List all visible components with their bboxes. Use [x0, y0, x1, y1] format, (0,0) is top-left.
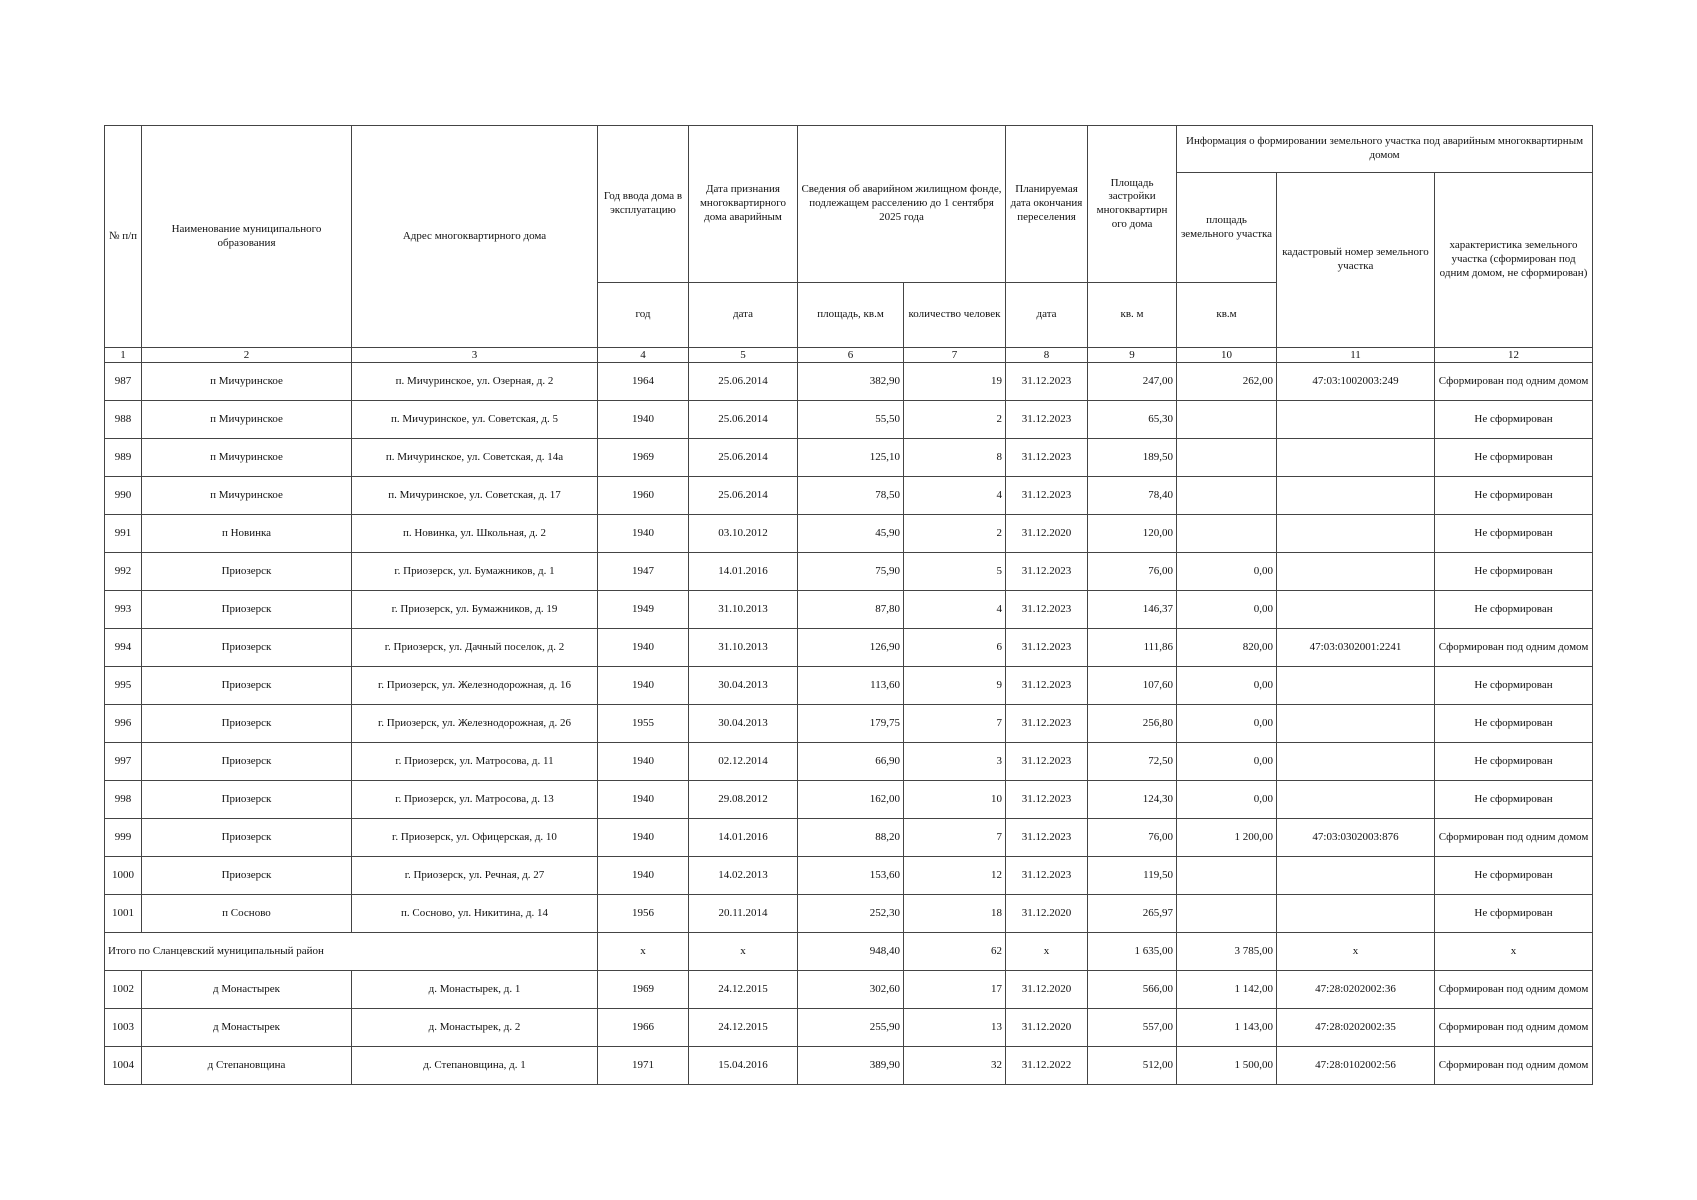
- cell-municipality: Приозерск: [142, 591, 352, 629]
- cell-date: 20.11.2014: [689, 895, 798, 933]
- cell-cadastral: [1277, 781, 1435, 819]
- cell-land-char: Не сформирован: [1435, 781, 1593, 819]
- cell-plan-date: 31.12.2023: [1006, 591, 1088, 629]
- cell-plan-date: 31.12.2023: [1006, 439, 1088, 477]
- cell-built-area: 78,40: [1088, 477, 1177, 515]
- cell-land-char: Сформирован под одним домом: [1435, 1047, 1593, 1085]
- cell-cadastral: [1277, 515, 1435, 553]
- cell-land-char: Не сформирован: [1435, 667, 1593, 705]
- cell-year: 1940: [598, 781, 689, 819]
- cell-address: д. Монастырек, д. 2: [352, 1009, 598, 1047]
- cell-year: 1960: [598, 477, 689, 515]
- cell-land-char: Не сформирован: [1435, 553, 1593, 591]
- unit-people: количество человек: [904, 283, 1006, 348]
- header-num: № п/п: [105, 126, 142, 348]
- cell-num: 1003: [105, 1009, 142, 1047]
- cell-date: 31.10.2013: [689, 629, 798, 667]
- table-row: [105, 439, 1593, 477]
- cell-land-area: 0,00: [1177, 667, 1277, 705]
- cell-address: п. Новинка, ул. Школьная, д. 2: [352, 515, 598, 553]
- unit-year: год: [598, 283, 689, 348]
- cell-people: 12: [904, 857, 1006, 895]
- cell-plan-date: 31.12.2022: [1006, 1047, 1088, 1085]
- cell-area: 66,90: [798, 743, 904, 781]
- cell-area: 88,20: [798, 819, 904, 857]
- cell-people: 18: [904, 895, 1006, 933]
- cell-plan-date: 31.12.2023: [1006, 553, 1088, 591]
- table-row: [105, 857, 1593, 895]
- cell-people: 17: [904, 971, 1006, 1009]
- table-row: [105, 781, 1593, 819]
- column-number: 9: [1088, 348, 1177, 363]
- cell-built-area: 119,50: [1088, 857, 1177, 895]
- table-row: [105, 553, 1593, 591]
- column-number: 6: [798, 348, 904, 363]
- cell-date: 03.10.2012: [689, 515, 798, 553]
- cell-built-area: 512,00: [1088, 1047, 1177, 1085]
- header-built-area: Площадь застройки многоквартирн ого дома: [1088, 126, 1177, 283]
- cell-area: 87,80: [798, 591, 904, 629]
- cell-land-char: Не сформирован: [1435, 439, 1593, 477]
- cell-address: г. Приозерск, ул. Речная, д. 27: [352, 857, 598, 895]
- cell-land-area: [1177, 857, 1277, 895]
- cell-address: г. Приозерск, ул. Бумажников, д. 1: [352, 553, 598, 591]
- cell-num: 988: [105, 401, 142, 439]
- cell-people: 4: [904, 591, 1006, 629]
- cell-people: 4: [904, 477, 1006, 515]
- header-address: Адрес многоквартирного дома: [352, 126, 598, 348]
- header-row-top: [105, 126, 1593, 173]
- cell-built-area: 76,00: [1088, 819, 1177, 857]
- column-number: 12: [1435, 348, 1593, 363]
- cell-year: 1969: [598, 439, 689, 477]
- cell-municipality: п Мичуринское: [142, 363, 352, 401]
- cell-num: 1000: [105, 857, 142, 895]
- cell-land-area: [1177, 439, 1277, 477]
- column-number: 3: [352, 348, 598, 363]
- table-row: [105, 1009, 1593, 1047]
- cell-people: 5: [904, 553, 1006, 591]
- housing-table: [104, 125, 1593, 1085]
- cell-num: 990: [105, 477, 142, 515]
- header-land-area: площадь земельного участка: [1177, 173, 1277, 283]
- cell-land-char: Не сформирован: [1435, 401, 1593, 439]
- cell-date: 30.04.2013: [689, 667, 798, 705]
- cell-built-area: 124,30: [1088, 781, 1177, 819]
- cell-municipality: п Мичуринское: [142, 477, 352, 515]
- cell-people: 8: [904, 439, 1006, 477]
- cell-area: 153,60: [798, 857, 904, 895]
- cell-num: 996: [105, 705, 142, 743]
- cell-year: 1947: [598, 553, 689, 591]
- cell-cadastral: [1277, 553, 1435, 591]
- cell-built-area: 247,00: [1088, 363, 1177, 401]
- header-date-emergency: Дата признания многоквартирного дома аварийным: [689, 126, 798, 283]
- cell-num: 992: [105, 553, 142, 591]
- cell-people: 32: [904, 1047, 1006, 1085]
- cell-area: 179,75: [798, 705, 904, 743]
- cell-address: п. Мичуринское, ул. Советская, д. 17: [352, 477, 598, 515]
- cell-cadastral: 47:03:0302001:2241: [1277, 629, 1435, 667]
- cell-year: 1940: [598, 857, 689, 895]
- cell-municipality: д Монастырек: [142, 971, 352, 1009]
- total-row: [105, 933, 1593, 971]
- cell-area: 75,90: [798, 553, 904, 591]
- cell-date: 25.06.2014: [689, 477, 798, 515]
- cell-area: 45,90: [798, 515, 904, 553]
- cell-cadastral: 47:03:1002003:249: [1277, 363, 1435, 401]
- cell-built-area: 557,00: [1088, 1009, 1177, 1047]
- cell-land-char: Не сформирован: [1435, 515, 1593, 553]
- table-row: [105, 705, 1593, 743]
- cell-land-area: 1 200,00: [1177, 819, 1277, 857]
- cell-date: 02.12.2014: [689, 743, 798, 781]
- header-fund-info: Сведения об аварийном жилищном фонде, подлежащем расселению до 1 сентября 2025 года: [798, 126, 1006, 283]
- cell-date: 14.01.2016: [689, 553, 798, 591]
- cell-year: 1955: [598, 705, 689, 743]
- cell-municipality: п Мичуринское: [142, 401, 352, 439]
- column-number: 1: [105, 348, 142, 363]
- table-row: [105, 819, 1593, 857]
- cell-cadastral: [1277, 705, 1435, 743]
- cell-year: 1940: [598, 401, 689, 439]
- cell-municipality: д Степановщина: [142, 1047, 352, 1085]
- column-number: 4: [598, 348, 689, 363]
- cell-built-area: 107,60: [1088, 667, 1177, 705]
- cell-address: г. Приозерск, ул. Бумажников, д. 19: [352, 591, 598, 629]
- cell-address: г. Приозерск, ул. Железнодорожная, д. 16: [352, 667, 598, 705]
- cell-plan-date: 31.12.2023: [1006, 477, 1088, 515]
- cell-cadastral: [1277, 743, 1435, 781]
- cell-land-char: Сформирован под одним домом: [1435, 819, 1593, 857]
- cell-land-area: 0,00: [1177, 591, 1277, 629]
- column-number: 7: [904, 348, 1006, 363]
- cell-land-area: 820,00: [1177, 629, 1277, 667]
- cell-num: 994: [105, 629, 142, 667]
- cell-municipality: п Сосново: [142, 895, 352, 933]
- cell-municipality: д Монастырек: [142, 1009, 352, 1047]
- cell-plan-date: 31.12.2023: [1006, 781, 1088, 819]
- cell-land-area: [1177, 477, 1277, 515]
- cell-area: 126,90: [798, 629, 904, 667]
- cell-land-area: 0,00: [1177, 781, 1277, 819]
- cell-built-area: 566,00: [1088, 971, 1177, 1009]
- cell-year: 1969: [598, 971, 689, 1009]
- cell-num: 1002: [105, 971, 142, 1009]
- cell-area: 78,50: [798, 477, 904, 515]
- cell-date: 25.06.2014: [689, 363, 798, 401]
- cell-people: 10: [904, 781, 1006, 819]
- cell-address: д. Монастырек, д. 1: [352, 971, 598, 1009]
- cell-land-area: 0,00: [1177, 743, 1277, 781]
- cell-cadastral: [1277, 439, 1435, 477]
- cell-municipality: Приозерск: [142, 629, 352, 667]
- cell-land-char: Сформирован под одним домом: [1435, 1009, 1593, 1047]
- cell-num: 999: [105, 819, 142, 857]
- cell-people: 3: [904, 743, 1006, 781]
- total-area: 948,40: [798, 933, 904, 971]
- cell-year: 1940: [598, 667, 689, 705]
- cell-built-area: 65,30: [1088, 401, 1177, 439]
- table-row: [105, 1047, 1593, 1085]
- cell-num: 989: [105, 439, 142, 477]
- total-date: x: [689, 933, 798, 971]
- cell-year: 1940: [598, 743, 689, 781]
- cell-people: 19: [904, 363, 1006, 401]
- cell-built-area: 72,50: [1088, 743, 1177, 781]
- cell-plan-date: 31.12.2023: [1006, 743, 1088, 781]
- cell-date: 14.01.2016: [689, 819, 798, 857]
- cell-cadastral: 47:03:0302003:876: [1277, 819, 1435, 857]
- cell-municipality: Приозерск: [142, 553, 352, 591]
- cell-built-area: 146,37: [1088, 591, 1177, 629]
- cell-year: 1949: [598, 591, 689, 629]
- cell-address: г. Приозерск, ул. Железнодорожная, д. 26: [352, 705, 598, 743]
- cell-year: 1940: [598, 629, 689, 667]
- total-label: Итого по Сланцевский муниципальный район: [105, 933, 598, 971]
- cell-land-area: [1177, 401, 1277, 439]
- cell-area: 382,90: [798, 363, 904, 401]
- cell-num: 1004: [105, 1047, 142, 1085]
- cell-built-area: 256,80: [1088, 705, 1177, 743]
- cell-municipality: Приозерск: [142, 667, 352, 705]
- total-char: x: [1435, 933, 1593, 971]
- column-number: 10: [1177, 348, 1277, 363]
- cell-land-char: Не сформирован: [1435, 743, 1593, 781]
- cell-land-area: 1 142,00: [1177, 971, 1277, 1009]
- column-number-row: [105, 348, 1593, 363]
- column-number: 8: [1006, 348, 1088, 363]
- table-row: [105, 477, 1593, 515]
- table-row: [105, 895, 1593, 933]
- cell-people: 7: [904, 705, 1006, 743]
- cell-plan-date: 31.12.2023: [1006, 401, 1088, 439]
- cell-land-area: 1 143,00: [1177, 1009, 1277, 1047]
- unit-area: площадь, кв.м: [798, 283, 904, 348]
- table-row: [105, 667, 1593, 705]
- cell-plan-date: 31.12.2020: [1006, 971, 1088, 1009]
- total-people: 62: [904, 933, 1006, 971]
- cell-built-area: 189,50: [1088, 439, 1177, 477]
- cell-address: г. Приозерск, ул. Матросова, д. 11: [352, 743, 598, 781]
- cell-area: 113,60: [798, 667, 904, 705]
- unit-land: кв.м: [1177, 283, 1277, 348]
- table-row: [105, 515, 1593, 553]
- cell-area: 302,60: [798, 971, 904, 1009]
- cell-num: 998: [105, 781, 142, 819]
- header-land-info: Информация о формировании земельного участка под аварийным многоквартирным домом: [1177, 126, 1593, 173]
- cell-year: 1964: [598, 363, 689, 401]
- cell-num: 995: [105, 667, 142, 705]
- cell-built-area: 265,97: [1088, 895, 1177, 933]
- table-row: [105, 743, 1593, 781]
- cell-land-char: Сформирован под одним домом: [1435, 363, 1593, 401]
- cell-land-char: Не сформирован: [1435, 857, 1593, 895]
- unit-built: кв. м: [1088, 283, 1177, 348]
- cell-plan-date: 31.12.2023: [1006, 705, 1088, 743]
- cell-plan-date: 31.12.2020: [1006, 515, 1088, 553]
- cell-cadastral: [1277, 477, 1435, 515]
- cell-plan-date: 31.12.2020: [1006, 1009, 1088, 1047]
- cell-municipality: Приозерск: [142, 743, 352, 781]
- cell-area: 389,90: [798, 1047, 904, 1085]
- cell-plan-date: 31.12.2020: [1006, 895, 1088, 933]
- cell-num: 991: [105, 515, 142, 553]
- cell-num: 997: [105, 743, 142, 781]
- cell-date: 15.04.2016: [689, 1047, 798, 1085]
- cell-date: 29.08.2012: [689, 781, 798, 819]
- cell-land-area: 262,00: [1177, 363, 1277, 401]
- cell-plan-date: 31.12.2023: [1006, 363, 1088, 401]
- table-row: [105, 971, 1593, 1009]
- cell-land-char: Не сформирован: [1435, 705, 1593, 743]
- cell-municipality: Приозерск: [142, 781, 352, 819]
- cell-land-area: [1177, 515, 1277, 553]
- cell-plan-date: 31.12.2023: [1006, 629, 1088, 667]
- header-cadastral: кадастровый номер земельного участка: [1277, 173, 1435, 348]
- cell-address: п. Мичуринское, ул. Озерная, д. 2: [352, 363, 598, 401]
- table-row: [105, 591, 1593, 629]
- column-number: 5: [689, 348, 798, 363]
- table-row: [105, 629, 1593, 667]
- cell-land-area: 0,00: [1177, 553, 1277, 591]
- cell-address: г. Приозерск, ул. Матросова, д. 13: [352, 781, 598, 819]
- cell-address: д. Степановщина, д. 1: [352, 1047, 598, 1085]
- cell-people: 13: [904, 1009, 1006, 1047]
- cell-municipality: Приозерск: [142, 857, 352, 895]
- cell-area: 125,10: [798, 439, 904, 477]
- total-cad: x: [1277, 933, 1435, 971]
- cell-cadastral: 47:28:0202002:35: [1277, 1009, 1435, 1047]
- table-row: [105, 401, 1593, 439]
- cell-land-area: [1177, 895, 1277, 933]
- cell-built-area: 76,00: [1088, 553, 1177, 591]
- cell-built-area: 111,86: [1088, 629, 1177, 667]
- cell-plan-date: 31.12.2023: [1006, 667, 1088, 705]
- cell-people: 2: [904, 515, 1006, 553]
- cell-address: п. Мичуринское, ул. Советская, д. 5: [352, 401, 598, 439]
- cell-plan-date: 31.12.2023: [1006, 857, 1088, 895]
- cell-num: 993: [105, 591, 142, 629]
- cell-people: 6: [904, 629, 1006, 667]
- cell-land-area: 0,00: [1177, 705, 1277, 743]
- cell-municipality: Приозерск: [142, 819, 352, 857]
- cell-area: 252,30: [798, 895, 904, 933]
- cell-year: 1966: [598, 1009, 689, 1047]
- cell-area: 55,50: [798, 401, 904, 439]
- header-land-char: характеристика земельного участка (сформирован под одним домом, не сформирован): [1435, 173, 1593, 348]
- cell-people: 7: [904, 819, 1006, 857]
- cell-people: 9: [904, 667, 1006, 705]
- cell-address: п. Мичуринское, ул. Советская, д. 14а: [352, 439, 598, 477]
- cell-date: 30.04.2013: [689, 705, 798, 743]
- cell-address: г. Приозерск, ул. Офицерская, д. 10: [352, 819, 598, 857]
- cell-land-char: Не сформирован: [1435, 591, 1593, 629]
- column-number: 11: [1277, 348, 1435, 363]
- column-number: 2: [142, 348, 352, 363]
- total-year: x: [598, 933, 689, 971]
- cell-address: п. Сосново, ул. Никитина, д. 14: [352, 895, 598, 933]
- cell-land-char: Сформирован под одним домом: [1435, 971, 1593, 1009]
- cell-num: 987: [105, 363, 142, 401]
- cell-cadastral: [1277, 667, 1435, 705]
- header-municipality: Наименование муниципального образования: [142, 126, 352, 348]
- cell-land-char: Не сформирован: [1435, 895, 1593, 933]
- cell-num: 1001: [105, 895, 142, 933]
- cell-cadastral: 47:28:0102002:56: [1277, 1047, 1435, 1085]
- cell-land-char: Сформирован под одним домом: [1435, 629, 1593, 667]
- header-year-built: Год ввода дома в эксплуатацию: [598, 126, 689, 283]
- total-plan: x: [1006, 933, 1088, 971]
- cell-plan-date: 31.12.2023: [1006, 819, 1088, 857]
- total-land: 3 785,00: [1177, 933, 1277, 971]
- cell-area: 162,00: [798, 781, 904, 819]
- cell-year: 1956: [598, 895, 689, 933]
- header-planned-date: Планируемая дата окончания переселения: [1006, 126, 1088, 283]
- cell-date: 25.06.2014: [689, 439, 798, 477]
- cell-year: 1940: [598, 515, 689, 553]
- table-row: [105, 363, 1593, 401]
- cell-cadastral: [1277, 895, 1435, 933]
- cell-municipality: п Мичуринское: [142, 439, 352, 477]
- cell-land-area: 1 500,00: [1177, 1047, 1277, 1085]
- cell-year: 1971: [598, 1047, 689, 1085]
- cell-cadastral: 47:28:0202002:36: [1277, 971, 1435, 1009]
- cell-area: 255,90: [798, 1009, 904, 1047]
- cell-municipality: п Новинка: [142, 515, 352, 553]
- cell-cadastral: [1277, 857, 1435, 895]
- unit-plan-date: дата: [1006, 283, 1088, 348]
- cell-date: 24.12.2015: [689, 1009, 798, 1047]
- cell-date: 31.10.2013: [689, 591, 798, 629]
- cell-cadastral: [1277, 401, 1435, 439]
- cell-built-area: 120,00: [1088, 515, 1177, 553]
- cell-cadastral: [1277, 591, 1435, 629]
- cell-land-char: Не сформирован: [1435, 477, 1593, 515]
- cell-date: 14.02.2013: [689, 857, 798, 895]
- cell-people: 2: [904, 401, 1006, 439]
- total-built: 1 635,00: [1088, 933, 1177, 971]
- cell-date: 25.06.2014: [689, 401, 798, 439]
- cell-municipality: Приозерск: [142, 705, 352, 743]
- cell-address: г. Приозерск, ул. Дачный поселок, д. 2: [352, 629, 598, 667]
- cell-date: 24.12.2015: [689, 971, 798, 1009]
- cell-year: 1940: [598, 819, 689, 857]
- unit-date: дата: [689, 283, 798, 348]
